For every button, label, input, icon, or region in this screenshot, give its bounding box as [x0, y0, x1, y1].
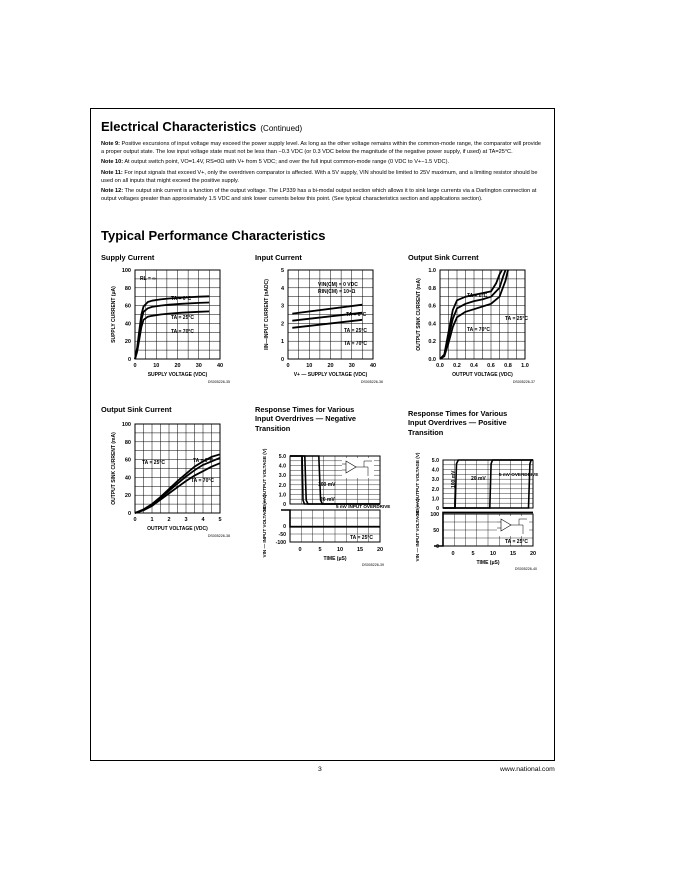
- figure-code: DS005226-36: [360, 380, 383, 384]
- x-tick-label: 40: [216, 363, 224, 369]
- y-tick-label: 1: [280, 339, 284, 346]
- x-tick-label: 5: [318, 547, 322, 553]
- y-axis-label-2: VIN — INPUT VOLTAGE (mV): [415, 498, 420, 562]
- chart-annotation: 20 mV: [320, 497, 335, 503]
- chart-annotation: 100 mV: [451, 470, 457, 488]
- y-tick-label: 0: [283, 524, 286, 530]
- chart-response-negative: [256, 448, 396, 568]
- y-tick-label: 0.8: [428, 285, 436, 292]
- y-axis-label: OUTPUT SINK CURRENT (mA): [416, 278, 422, 351]
- y-tick-label: 3.0: [278, 473, 286, 480]
- chart-output-sink-large: [105, 416, 240, 546]
- note-9: [101, 140, 545, 156]
- note-text: Positive excursions of input voltage may exceed the power supply level. As long as the other voltage remains within the common-mode range, the comparator will provide a proper output state. The low input voltage state must not be less than −0.3 VDC (or 0.3 VDC below the magnitude of the negative power supply, if used) at TA=25°C.: [101, 141, 541, 156]
- chart-title-output-sink-small: Output Sink Current: [408, 253, 479, 262]
- x-tick-label: 10: [153, 363, 160, 369]
- chart-annotation: RL = ∞: [140, 276, 156, 282]
- x-tick-label: 0.8: [504, 363, 512, 369]
- x-tick-label: 15: [356, 547, 364, 553]
- note-10: [101, 158, 545, 166]
- y-tick-label: 20: [124, 493, 131, 500]
- chart-title-response-negative: Response Times for Various Input Overdrives — Negative Transition: [255, 405, 357, 433]
- chart-annotation: TA = 25°C: [142, 460, 165, 466]
- y-tick-label: 100: [121, 422, 131, 428]
- y-tick-label: 60: [124, 303, 131, 310]
- y-tick-label: 1.0: [278, 492, 286, 499]
- chart-input-current: [258, 262, 393, 392]
- y-tick-label: 2.0: [431, 486, 439, 493]
- page-number: 3: [318, 766, 322, 773]
- y-axis-label: SUPPLY CURRENT (μA): [111, 286, 117, 343]
- chart-annotation: 5 mV INPUT OVERDRIVE: [336, 504, 391, 509]
- x-tick-label: 0: [451, 551, 455, 557]
- y-axis-label: OUTPUT SINK CURRENT (mA): [111, 432, 117, 505]
- y-tick-label: 0: [280, 357, 284, 363]
- x-tick-label: 20: [174, 363, 181, 369]
- x-tick-label: 5: [218, 517, 222, 523]
- chart-annotation: TA = 25°C: [505, 316, 528, 322]
- y-tick-label: 0: [127, 511, 131, 517]
- x-tick-label: 0: [298, 547, 302, 553]
- y-tick-label: 100: [430, 512, 439, 518]
- note-text: For input signals that exceed V+, only the overdriven comparator is affected. With a 5V supply, VIN should be limited to 25V maximum, and a limiting resistor should be used on all inputs that might exceed the positive supply.: [101, 169, 538, 184]
- y-tick-label: 3.0: [431, 477, 439, 484]
- y-tick-label: 80: [124, 439, 131, 446]
- electrical-characteristics-heading: [101, 119, 302, 134]
- figure-code: DS005226-35: [207, 380, 230, 384]
- chart-annotation: TA = 70°C: [344, 341, 367, 347]
- chart-annotation: TA = 0°C: [171, 296, 192, 302]
- figure-code: DS005226-38: [207, 534, 230, 538]
- y-tick-label: 0: [127, 357, 131, 363]
- y-tick-label: 0: [436, 544, 439, 550]
- x-tick-label: 0.4: [470, 363, 478, 369]
- x-tick-label: 20: [529, 551, 537, 557]
- heading-subtitle: (Continued): [260, 124, 303, 133]
- y-tick-label: 40: [124, 321, 131, 328]
- x-tick-label: 30: [195, 363, 202, 369]
- x-tick-label: 5: [471, 551, 475, 557]
- figure-code: DS005226-40: [514, 567, 537, 571]
- figure-code: DS005226-37: [512, 380, 535, 384]
- chart-annotation: TA = 70°C: [191, 478, 214, 484]
- y-tick-label: 100: [121, 268, 131, 274]
- x-tick-label: 0.6: [487, 363, 495, 369]
- x-tick-label: 0.2: [453, 363, 461, 369]
- x-tick-label: 10: [336, 547, 344, 553]
- note-text: At output switch point, VO=1.4V, RS=0Ω with V+ from 5 VDC; and over the full input common-mode range (0 VDC to V+−1.5 VDC).: [124, 159, 450, 166]
- x-tick-label: 0.0: [436, 363, 444, 369]
- chart-annotation: TA = 25°C: [350, 535, 373, 541]
- y-tick-label: 1.0: [428, 268, 436, 274]
- chart-annotation: 5 mV OVERDRIVE: [499, 472, 539, 477]
- x-tick-label: 0: [133, 517, 137, 523]
- chart-annotation: TA = 25°C: [344, 328, 367, 334]
- chart-annotation: TA = 0°C: [467, 293, 488, 299]
- chart-annotation: TA = 0°C: [346, 312, 367, 318]
- x-tick-label: 20: [327, 363, 334, 369]
- x-tick-label: 0: [133, 363, 137, 369]
- note-label: Note 10:: [101, 159, 124, 166]
- y-tick-label: 3: [280, 303, 284, 310]
- chart-annotation: RIN(CM) = 10⁹Ω: [318, 289, 356, 295]
- footer-website: www.national.com: [500, 766, 555, 773]
- y-tick-label: 0.4: [428, 321, 436, 328]
- y-tick-label: 4.0: [278, 463, 286, 470]
- y-axis-label-2: VIN — INPUT VOLTAGE (mV): [262, 494, 267, 558]
- y-tick-label: 5.0: [278, 454, 286, 460]
- x-tick-label: 30: [348, 363, 355, 369]
- y-tick-label: 0.2: [428, 339, 436, 346]
- x-axis-label: TIME (μS): [323, 556, 347, 562]
- input-step-line: [281, 510, 380, 527]
- y-tick-label: 5: [280, 268, 284, 274]
- chart-title-supply-current: Supply Current: [101, 253, 155, 262]
- chart-annotation: TA = 70°C: [467, 327, 490, 333]
- chart-annotation: 20 mV: [471, 476, 486, 482]
- chart-response-positive: [409, 452, 549, 572]
- chart-annotation: VIN(CM) = 0 VDC: [318, 282, 358, 288]
- chart-annotation: TA = 0°C: [193, 458, 214, 464]
- note-text: The output sink current is a function of the output voltage. The LP339 has a bi-modal output section which allows it to sink large currents via a Darlington connection at output voltages greater than approximately 1.5 VDC and sink lower currents below this point. (See typical characteristics section and applications section).: [101, 188, 537, 203]
- chart-annotation: TA = 25°C: [505, 539, 528, 545]
- x-tick-label: 2: [167, 517, 171, 523]
- chart-supply-current: [105, 262, 240, 392]
- chart-title-input-current: Input Current: [255, 253, 302, 262]
- chart-title-response-positive: Response Times for Various Input Overdrives — Positive Transition: [408, 409, 508, 437]
- note-label: Note 9:: [101, 141, 120, 147]
- x-tick-label: 20: [376, 547, 384, 553]
- y-tick-label: 1.0: [431, 496, 439, 503]
- x-axis-label: OUTPUT VOLTAGE (VDC): [147, 526, 208, 532]
- y-tick-label: 0: [436, 506, 439, 512]
- notes-block: [101, 140, 545, 205]
- note-label: Note 11:: [101, 169, 123, 176]
- y-tick-label: 5.0: [431, 458, 439, 464]
- chart-annotation: TA = 70°C: [171, 329, 194, 335]
- x-tick-label: 1.0: [521, 363, 529, 369]
- x-tick-label: 15: [509, 551, 517, 557]
- x-tick-label: 0: [286, 363, 290, 369]
- x-axis-label: SUPPLY VOLTAGE (VDC): [147, 372, 208, 378]
- x-axis-label: OUTPUT VOLTAGE (VDC): [452, 372, 513, 378]
- y-tick-label: 4.0: [431, 467, 439, 474]
- chart-output-sink-small: [410, 262, 545, 392]
- x-tick-label: 40: [369, 363, 377, 369]
- y-tick-label: -50: [278, 532, 286, 538]
- y-tick-label: 0: [283, 502, 286, 508]
- y-tick-label: 4: [280, 285, 284, 292]
- note-11: [101, 169, 545, 185]
- y-tick-label: 0.0: [428, 357, 436, 363]
- y-tick-label: 60: [124, 457, 131, 464]
- chart-annotation: TA = 25°C: [171, 315, 194, 321]
- y-tick-label: 20: [124, 339, 131, 346]
- heading-title: Electrical Characteristics: [101, 119, 257, 134]
- y-tick-label: 2.0: [278, 482, 286, 489]
- figure-code: DS005226-39: [361, 563, 384, 567]
- y-tick-label: 40: [124, 475, 131, 482]
- y-tick-label: 50: [433, 528, 439, 534]
- note-12: [101, 187, 545, 203]
- x-tick-label: 3: [184, 517, 188, 523]
- y-axis-label: IIN—INPUT CURRENT (nADC): [264, 279, 270, 350]
- x-tick-label: 10: [306, 363, 313, 369]
- y-tick-label: -100: [275, 540, 286, 546]
- typical-performance-heading: Typical Performance Characteristics: [101, 228, 326, 243]
- x-axis-label: TIME (μS): [476, 560, 500, 566]
- y-tick-label: 2: [280, 321, 284, 328]
- chart-annotation: 100 mV: [318, 482, 336, 488]
- y-tick-label: 80: [124, 285, 131, 292]
- y-tick-label: 0.6: [428, 303, 436, 310]
- x-tick-label: 10: [489, 551, 497, 557]
- y-axis-label: VO — OUTPUT VOLTAGE (V): [262, 448, 267, 512]
- chart-title-output-sink-large: Output Sink Current: [101, 405, 172, 414]
- x-tick-label: 1: [150, 517, 154, 523]
- x-tick-label: 4: [201, 517, 205, 523]
- x-axis-label: V+ — SUPPLY VOLTAGE (VDC): [293, 372, 368, 378]
- y-axis-label: VO — OUTPUT VOLTAGE (V): [415, 452, 420, 516]
- note-label: Note 12:: [101, 188, 124, 195]
